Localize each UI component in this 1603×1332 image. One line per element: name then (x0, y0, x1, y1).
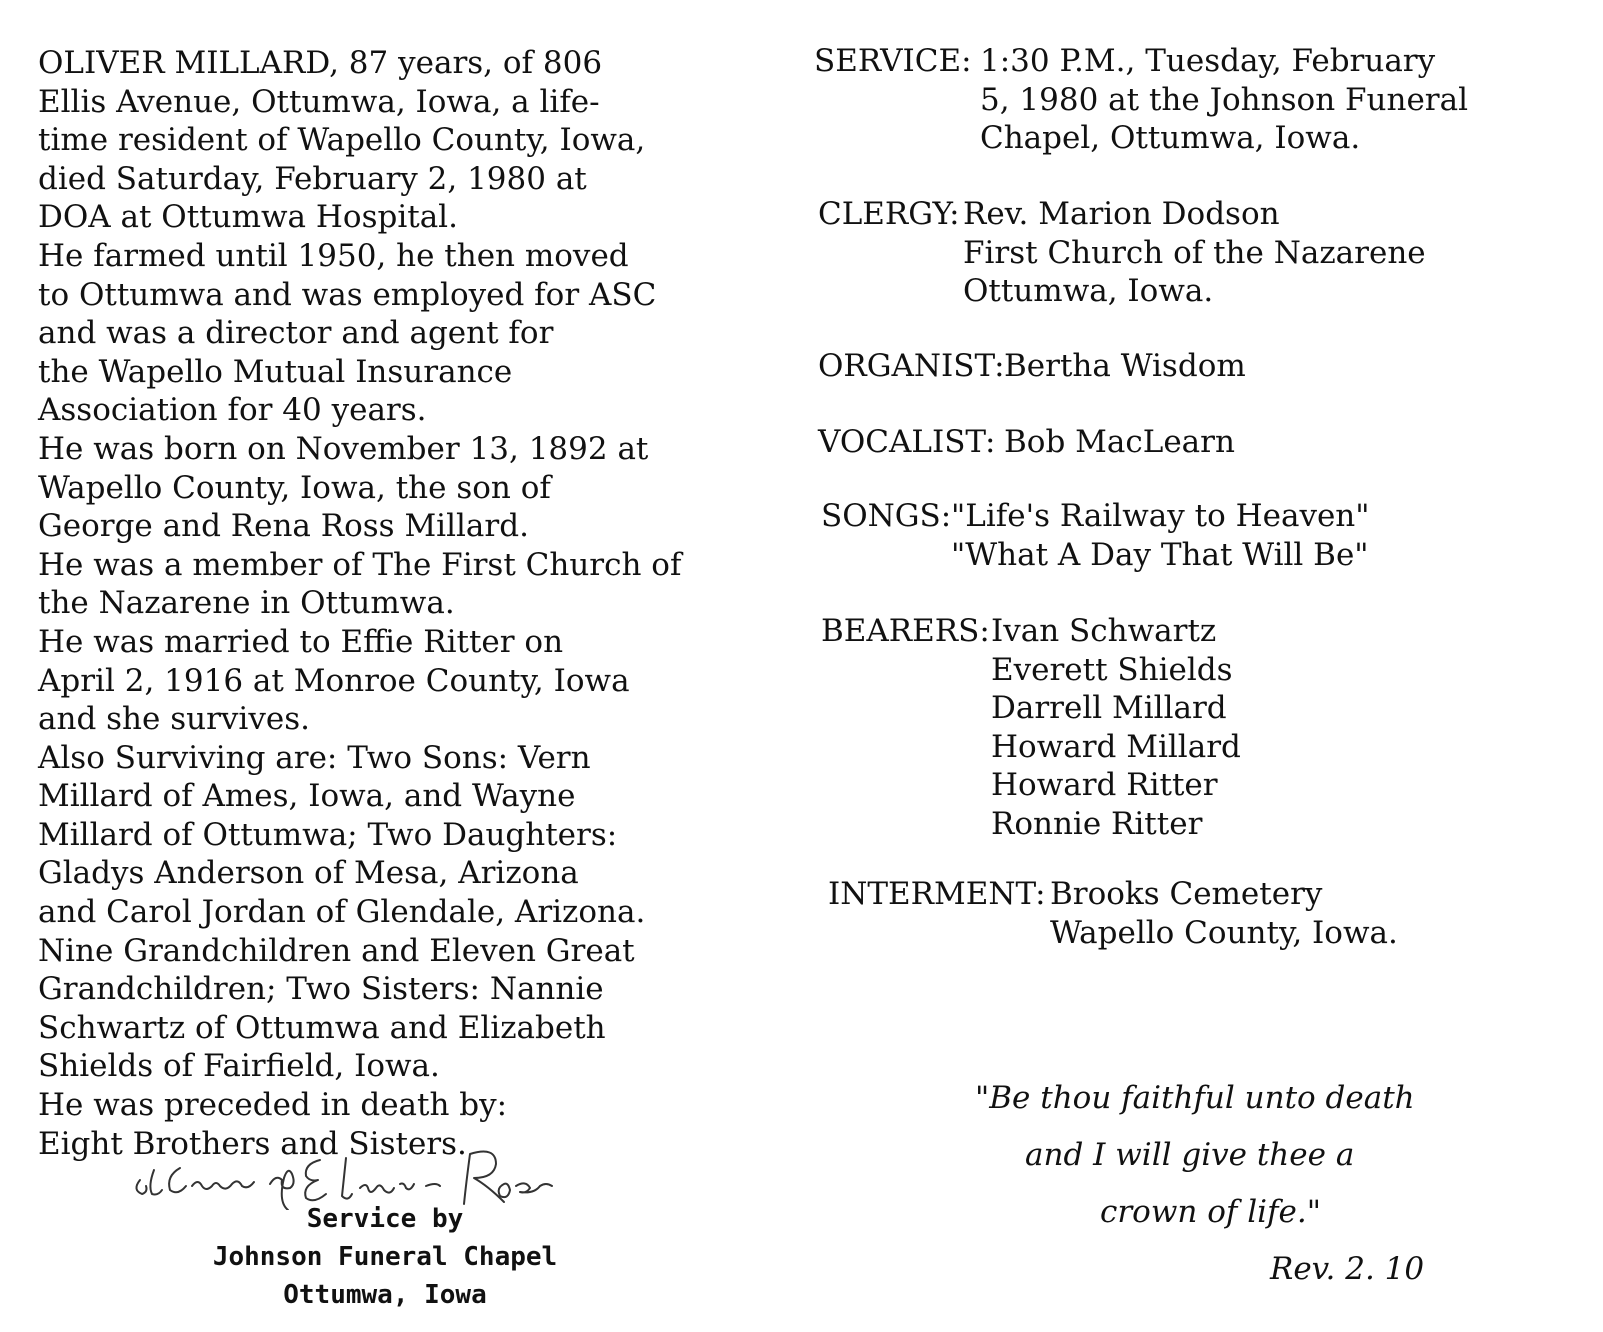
songs-label: SONGS: (821, 498, 952, 534)
funeral-home-name: Johnson Funeral Chapel (212, 1242, 558, 1272)
interment-label: INTERMENT: (828, 876, 1046, 912)
obituary-line: and was a director and agent for (38, 315, 554, 352)
obituary-line: DOA at Ottumwa Hospital. (38, 199, 458, 236)
bearers-label: BEARERS: (821, 613, 990, 649)
vocalist-section (818, 423, 1518, 463)
obituary-line: and she survives. (38, 701, 310, 738)
bearer-name: Ivan Schwartz (991, 613, 1217, 649)
bearer-name: Ronnie Ritter (991, 805, 1203, 842)
bearer-name: Howard Millard (991, 728, 1241, 765)
organist-label: ORGANIST: (818, 348, 1005, 384)
clergy-line: Rev. Marion Dodson (963, 196, 1280, 232)
obituary-line: He was preceded in death by: (38, 1087, 508, 1124)
obituary-line: OLIVER MILLARD, 87 years, of 806 (38, 45, 603, 81)
obituary-line: to Ottumwa and was employed for ASC (38, 276, 657, 313)
obituary-line: He was a member of The First Church of (38, 546, 682, 583)
clergy-values (963, 195, 1426, 311)
obituary-line: time resident of Wapello County, Iowa, (38, 122, 646, 159)
obituary-line: He was born on November 13, 1892 at (38, 430, 649, 467)
interment-section (828, 875, 1528, 955)
obituary-line: Grandchildren; Two Sisters: Nannie (38, 971, 604, 1008)
obituary-line: the Wapello Mutual Insurance (38, 353, 513, 390)
obituary-line: April 2, 1916 at Monroe County, Iowa (38, 662, 630, 699)
obituary-line: died Saturday, February 2, 1980 at (38, 160, 587, 197)
obituary-line: Millard of Ottumwa; Two Daughters: (38, 816, 618, 853)
service-section (814, 42, 1574, 162)
organist-section (818, 347, 1518, 387)
obituary-line: George and Rena Ross Millard. (38, 508, 529, 545)
verse-line: crown of life." (1100, 1194, 1321, 1230)
obituary-line: Shields of Fairfield, Iowa. (38, 1048, 440, 1085)
bearer-name: Everett Shields (991, 651, 1233, 688)
organist-name: Bertha Wisdom (1004, 348, 1246, 384)
organist-values (1004, 347, 1246, 386)
obituary-line: He farmed until 1950, he then moved (38, 237, 629, 274)
obituary-line: Wapello County, Iowa, the son of (38, 469, 551, 506)
obituary-line: Millard of Ames, Iowa, and Wayne (38, 778, 576, 815)
obituary-line: and Carol Jordan of Glendale, Arizona. (38, 894, 646, 931)
obituary-line: Nine Grandchildren and Eleven Great (38, 932, 635, 969)
bearer-name: Howard Ritter (991, 767, 1218, 803)
vocalist-values (1004, 423, 1235, 462)
service-by-line: Service by (306, 1204, 464, 1234)
songs-values (951, 497, 1370, 574)
obituary-line: He was married to Effie Ritter on (38, 623, 564, 660)
obituary-line: Schwartz of Ottumwa and Elizabeth (38, 1009, 606, 1046)
cemetery-location: Wapello County, Iowa. (1050, 914, 1398, 951)
service-line: 5, 1980 at the Johnson Funeral (980, 81, 1469, 118)
vocalist-label: VOCALIST: (818, 424, 996, 460)
obituary-line: Eight Brothers and Sisters. (38, 1125, 467, 1162)
scripture-verse (940, 1070, 1540, 1298)
clergy-line: First Church of the Nazarene (963, 234, 1426, 271)
bearer-name: Darrell Millard (991, 690, 1227, 726)
service-values (980, 42, 1468, 158)
bearers-values (991, 612, 1241, 843)
clergy-line: Ottumwa, Iowa. (963, 273, 1214, 309)
obituary-line: Also Surviving are: Two Sons: Vern (38, 739, 591, 776)
obituary-line: the Nazarene in Ottumwa. (38, 585, 455, 622)
songs-section (821, 497, 1521, 577)
bearers-section (821, 612, 1521, 852)
clergy-section (818, 195, 1558, 315)
verse-reference: Rev. 2. 10 (1270, 1251, 1425, 1287)
service-line: 1:30 P.M., Tuesday, February (980, 43, 1436, 79)
interment-values (1050, 875, 1398, 952)
service-line: Chapel, Ottumwa, Iowa. (980, 120, 1361, 156)
cemetery-name: Brooks Cemetery (1050, 876, 1323, 912)
service-label: SERVICE: (814, 43, 972, 79)
obituary-line: Ellis Avenue, Ottumwa, Iowa, a life- (38, 83, 600, 120)
obituary-line: Gladys Anderson of Mesa, Arizona (38, 855, 579, 892)
verse-line: and I will give thee a (1025, 1137, 1355, 1173)
clergy-label: CLERGY: (818, 196, 960, 232)
verse-line: "Be thou faithful unto death (975, 1080, 1415, 1116)
funeral-home-location: Ottumwa, Iowa (283, 1280, 487, 1310)
song-title: "Life's Railway to Heaven" (951, 498, 1370, 534)
vocalist-name: Bob MacLearn (1004, 424, 1235, 460)
obituary-line: Association for 40 years. (38, 392, 427, 429)
song-title: "What A Day That Will Be" (951, 536, 1369, 573)
